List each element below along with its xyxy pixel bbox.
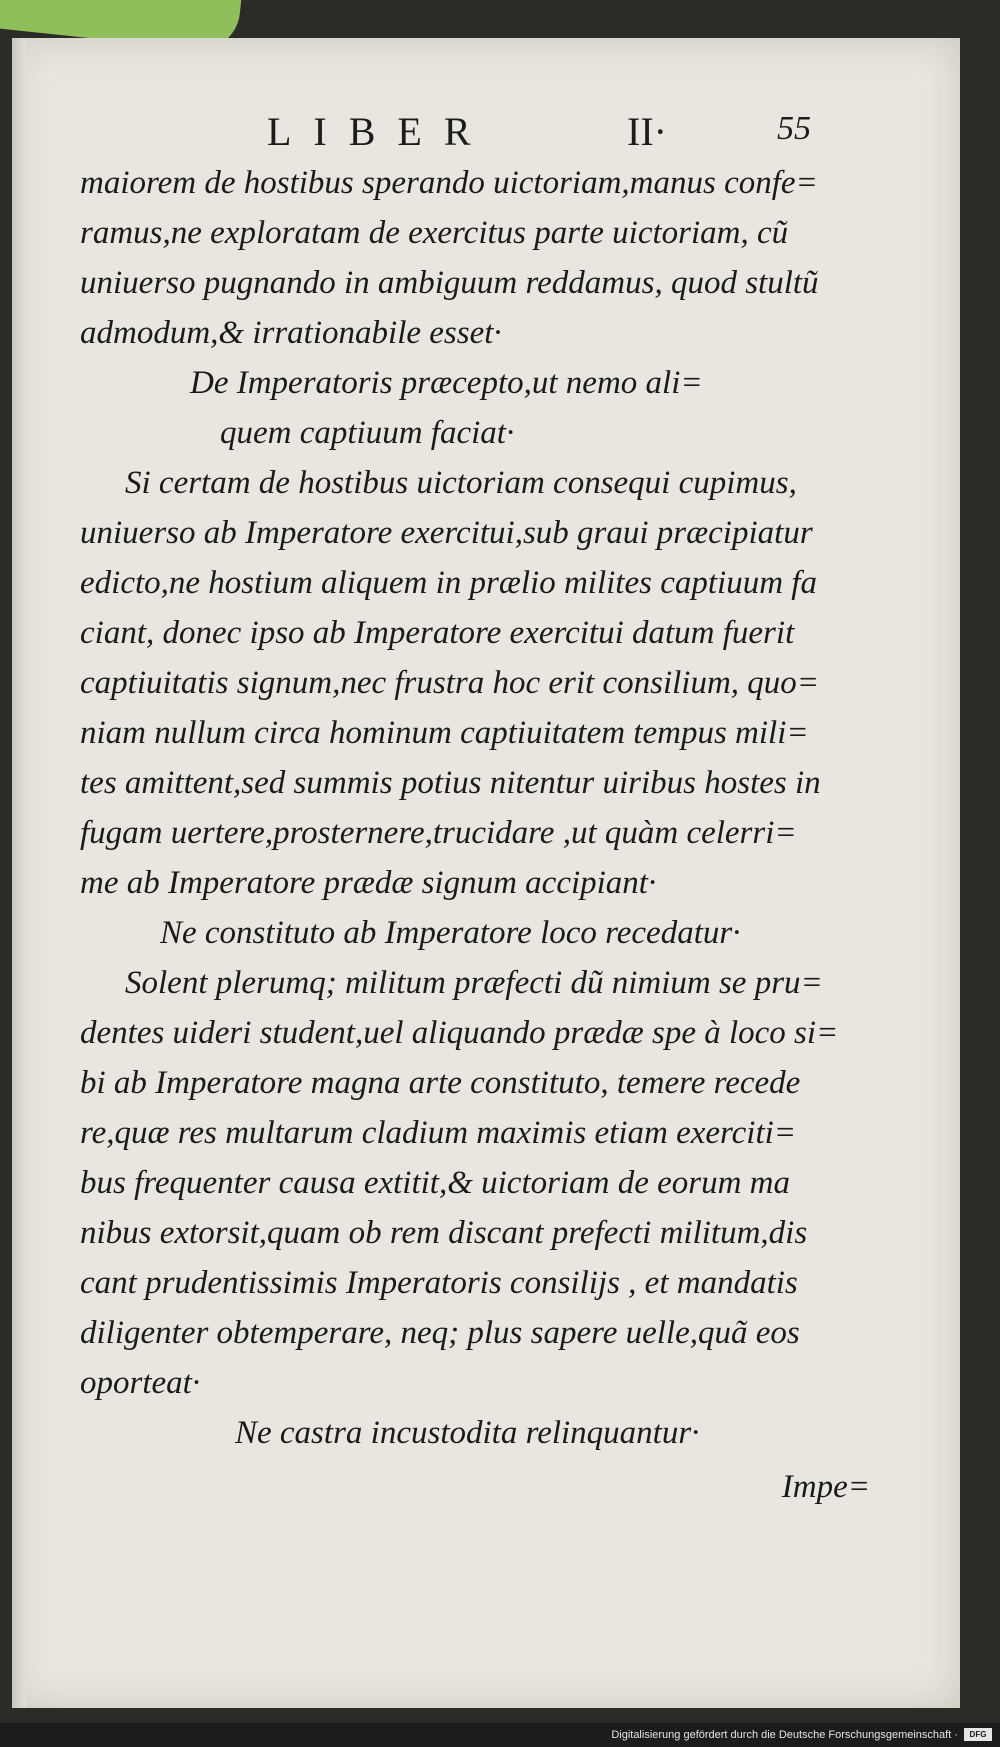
text-line: bus frequenter causa extitit,& uictoriam de eorum ma (80, 1165, 790, 1201)
text-line: edicto,ne hostium aliquem in prælio milites captiuum fa (80, 565, 817, 601)
digitization-footer (0, 1723, 1000, 1747)
footer-credit: Digitalisierung gefördert durch die Deutsche Forschungsgemeinschaft · (611, 1729, 958, 1741)
text-line: ciant, donec ipso ab Imperatore exercitui datum fuerit (80, 615, 795, 651)
body-text (80, 158, 880, 1512)
text-line: cant prudentissimis Imperatoris consilijs , et mandatis (80, 1265, 798, 1301)
text-line: niam nullum circa hominum captiuitatem tempus mili= (80, 715, 809, 751)
page-header (12, 108, 960, 158)
dfg-logo: DFG (964, 1728, 992, 1741)
text-line: re,quæ res multarum cladium maximis etiam exerciti= (80, 1115, 797, 1151)
page-number: 55 (777, 110, 811, 147)
text-line: uniuerso ab Imperatore exercitui,sub graui præcipiatur (80, 515, 813, 551)
text-line: dentes uideri student,uel aliquando prædæ spe à loco si= (80, 1015, 839, 1051)
text-line: Solent plerumq; militum præfecti dũ nimium se pru= (125, 965, 823, 1001)
section-heading: Ne castra incustodita relinquantur· (235, 1415, 700, 1451)
text-line: maiorem de hostibus sperando uictoriam,manus confe= (80, 165, 818, 201)
text-line: admodum,& irrationabile esset· (80, 315, 502, 351)
text-line: Si certam de hostibus uictoriam consequi cupimus, (125, 465, 797, 501)
text-line: ramus,ne exploratam de exercitus parte uictoriam, cũ (80, 215, 789, 251)
text-line: fugam uertere,prosternere,trucidare ,ut quàm celerri= (80, 815, 797, 851)
text-line: diligenter obtemperare, neq; plus sapere uelle,quã eos (80, 1315, 800, 1351)
text-line: tes amittent,sed summis potius nitentur uiribus hostes in (80, 765, 821, 801)
running-title: LIBER (267, 109, 493, 154)
text-line: oporteat· (80, 1365, 201, 1401)
page-gutter (12, 38, 26, 1708)
text-line: bi ab Imperatore magna arte constituto, temere recede (80, 1065, 801, 1101)
text-line: uniuerso pugnando in ambiguum reddamus, quod stultũ (80, 265, 819, 301)
catchword: Impe= (781, 1469, 870, 1505)
book-page (12, 38, 960, 1708)
text-line: me ab Imperatore prædæ signum accipiant· (80, 865, 657, 901)
section-heading: De Imperatoris præcepto,ut nemo ali= (190, 365, 703, 401)
section-number: II· (627, 109, 667, 154)
text-line: nibus extorsit,quam ob rem discant prefecti militum,dis (80, 1215, 808, 1251)
section-heading: Ne constituto ab Imperatore loco recedatur· (160, 915, 741, 951)
text-line: captiuitatis signum,nec frustra hoc erit consilium, quo= (80, 665, 820, 701)
section-heading: quem captiuum faciat· (220, 415, 515, 451)
